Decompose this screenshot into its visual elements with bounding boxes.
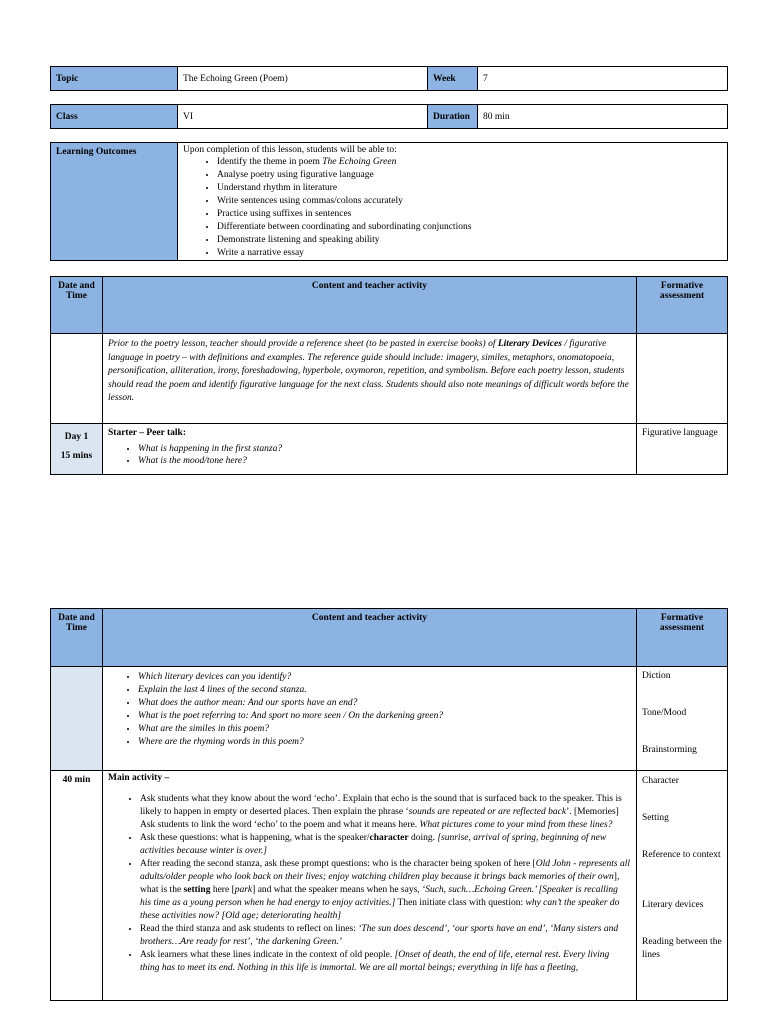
- main-activity-assessment: [637, 771, 728, 1001]
- assessment-header: Formative assessment: [637, 277, 728, 334]
- question-item: • What is the mood/tone here?: [138, 455, 631, 467]
- assessment-item: Setting: [642, 813, 669, 823]
- main-activity-list: [108, 793, 631, 975]
- lesson-plan-table-2: [50, 608, 728, 1001]
- question-item: • What does the author mean: And our sports have an end?: [138, 697, 631, 710]
- question-item: • Where are the rhyming words in this poem?: [138, 736, 631, 749]
- lesson-plan-table-1: [50, 276, 728, 475]
- day-label: Day 1: [64, 432, 89, 442]
- question-item: • What are the similes in this poem?: [138, 723, 631, 736]
- main-activity: [103, 771, 637, 1001]
- question-item: • Which literary devices can you identify?: [138, 671, 631, 684]
- week-value: 7: [478, 67, 728, 91]
- prior-note-date: [51, 334, 103, 424]
- day1-assessment: Figurative language: [637, 424, 728, 475]
- outcome-item: • Differentiate between coordinating and subordinating conjunctions: [217, 221, 722, 234]
- questions-time: [51, 667, 103, 771]
- outcome-item: • Demonstrate listening and speaking ability: [217, 234, 722, 247]
- learning-outcomes-table: [50, 142, 728, 261]
- activity-item: • Ask learners what these lines indicate in the context of old people. [Onset of death, the end of life, eternal rest. Every living thing has to meet its end. Nothing in this life is immortal. We are all mortal beings; everything in life has a fleeting,: [140, 949, 631, 975]
- outcome-item: • Write sentences using commas/colons accurately: [217, 195, 722, 208]
- outcome-item: • Practice using suffixes in sentences: [217, 208, 722, 221]
- activity-item: • Read the third stanza and ask students to reflect on lines: ‘The sun does descend’, ‘our sports have an end’, ‘Many sisters and brothers…Are ready for rest’, ‘the darkening Green.’: [140, 923, 631, 949]
- week-label: Week: [428, 67, 478, 91]
- day1-starter: [103, 424, 637, 475]
- assessment-item: Reference to context: [642, 850, 721, 860]
- discussion-questions: [103, 667, 637, 771]
- question-item: • Explain the last 4 lines of the second stanza.: [138, 684, 631, 697]
- activity-item: • Ask students what they know about the word ‘echo’. Explain that echo is the sound that is surfaced back to the speaker. This is likely to happen in empty or deserted places. Then explain the phrase ‘sounds are repeated or are reflected back’. [Memories] Ask students to link the word ‘echo’ to the poem and what it means here. What pictures come to your mind from these lines?: [140, 793, 631, 832]
- main-activity-title: Main activity –: [108, 773, 170, 783]
- outcomes-list: [183, 156, 722, 260]
- assessment-item: Brainstorming: [642, 745, 697, 755]
- topic-label: Topic: [51, 67, 178, 91]
- outcome-item: • Identify the theme in poem The Echoing Green: [217, 156, 722, 169]
- class-value: VI: [178, 105, 428, 129]
- prior-note-assessment: [637, 334, 728, 424]
- discussion-list: [108, 671, 631, 749]
- starter-questions: [108, 443, 631, 467]
- date-time-header: Date and Time: [51, 609, 103, 667]
- content-header: Content and teacher activity: [103, 277, 637, 334]
- learning-outcomes-content: [178, 143, 728, 261]
- assessment-item: Character: [642, 776, 679, 786]
- questions-assessment: [637, 667, 728, 771]
- learning-outcomes-label: Learning Outcomes: [51, 143, 178, 261]
- day1-time: [51, 424, 103, 475]
- duration-label: Duration: [428, 105, 478, 129]
- prior-note: Prior to the poetry lesson, teacher should provide a reference sheet (to be pasted in exercise books) of Literary Devices / figurative language in poetry – with definitions and examples. The reference guide should include: imagery, similes, metaphors, onomatopoeia, personification, alliteration, irony, foreshadowing, hyperbole, oxymoron, repetition, and symbolism. Before each poetry lesson, students should read the poem and identify figurative language for the next class. Students should also note meanings of difficult words before the lesson.: [103, 334, 637, 424]
- info-table-topic: [50, 66, 728, 91]
- duration-label: 15 mins: [60, 451, 93, 461]
- date-time-header: Date and Time: [51, 277, 103, 334]
- class-label: Class: [51, 105, 178, 129]
- info-table-class: [50, 104, 728, 129]
- content-header: Content and teacher activity: [103, 609, 637, 667]
- duration-value: 80 min: [478, 105, 728, 129]
- question-item: • What is the poet referring to: And sport no more seen / On the darkening green?: [138, 710, 631, 723]
- outcome-item: • Analyse poetry using figurative language: [217, 169, 722, 182]
- main-activity-time: 40 min: [51, 771, 103, 1001]
- assessment-item: Tone/Mood: [642, 708, 687, 718]
- assessment-item: Reading between the lines: [642, 937, 722, 960]
- outcome-item: • Understand rhythm in literature: [217, 182, 722, 195]
- assessment-header: Formative assessment: [637, 609, 728, 667]
- outcomes-intro: Upon completion of this lesson, students will be able to:: [183, 145, 397, 155]
- starter-title: Starter – Peer talk:: [108, 428, 186, 438]
- outcome-item: • Write a narrative essay: [217, 247, 722, 260]
- assessment-item: Literary devices: [642, 900, 704, 910]
- topic-value: The Echoing Green (Poem): [178, 67, 428, 91]
- question-item: • What is happening in the first stanza?: [138, 443, 631, 455]
- activity-item: • Ask these questions: what is happening, what is the speaker/character doing. [sunrise, arrival of spring, beginning of new activities because winter is over.]: [140, 832, 631, 858]
- assessment-item: Diction: [642, 671, 671, 681]
- activity-item: • After reading the second stanza, ask these prompt questions: who is the character being spoken of here [Old John - represents all adults/older people who look back on their lives; enjoy watching children play because it brings back memories of their own], what is the setting here [park] and what the speaker means when he says, ‘Such, such…Echoing Green.’ [Speaker is recalling his time as a young person when he had energy to enjoy activities.] Then initiate class with question: why can’t the speaker do these activities now? [Old age; deteriorating health]: [140, 858, 631, 923]
